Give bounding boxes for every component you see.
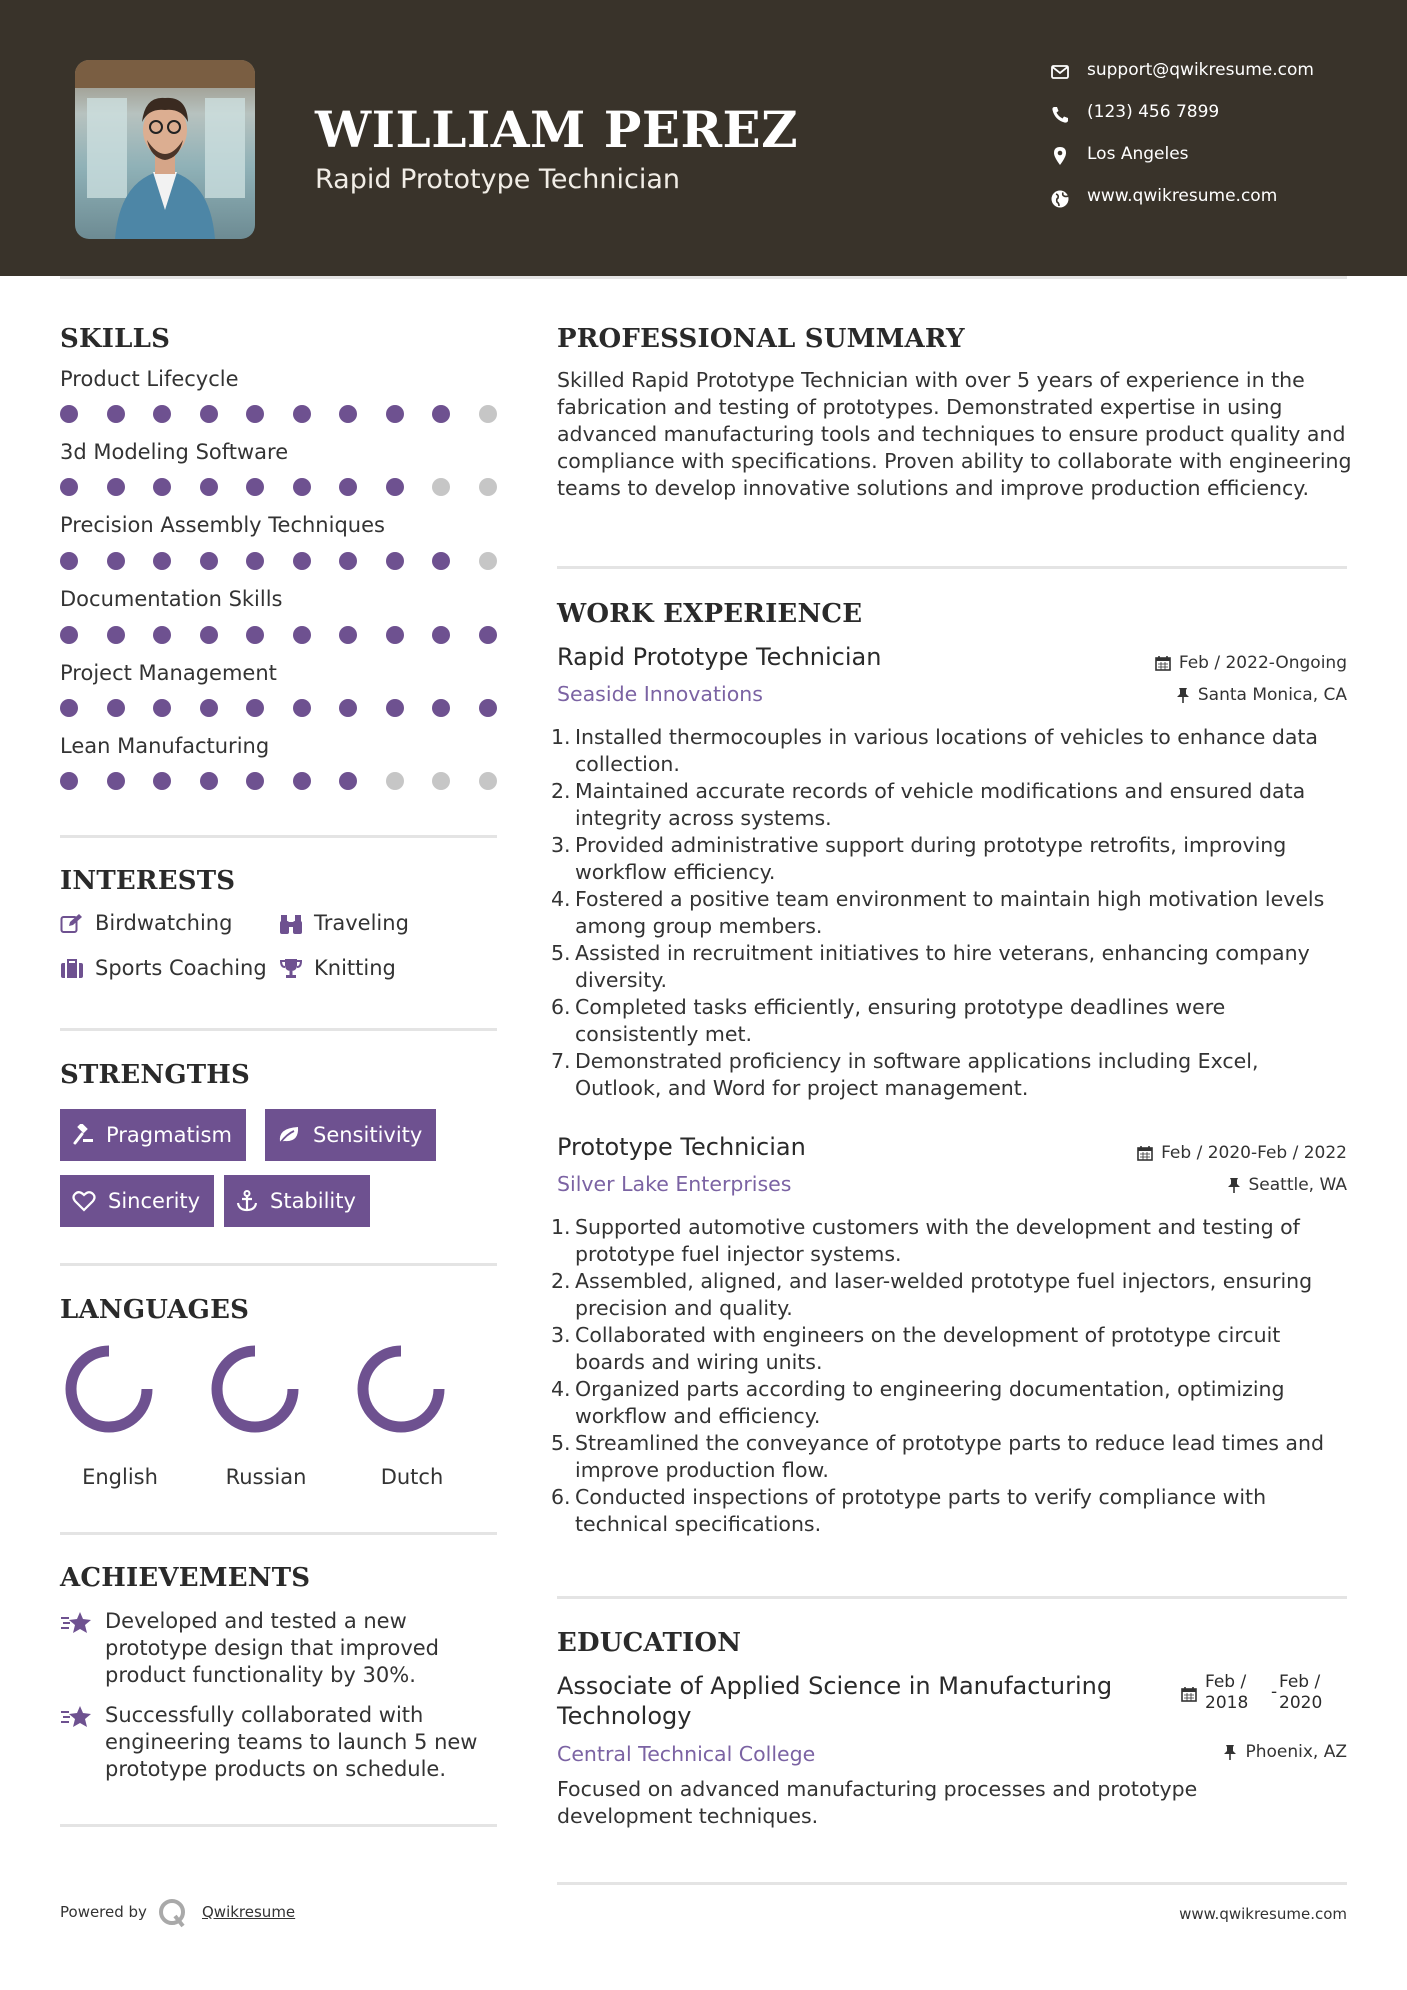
rating-dot-filled bbox=[60, 478, 78, 496]
candidate-name: WILLIAM PEREZ bbox=[315, 100, 799, 159]
summary-text: Skilled Rapid Prototype Technician with over 5 years of experience in the fabrication and testing of prototypes. Demonstrated expertise in using advanced manufacturing tools and techniques to ensure product quality and compliance with specifications. Proven ability to collaborate with engineering teams to develop innovative solutions and improve production efficiency. bbox=[557, 368, 1352, 500]
job-date-text: Feb / 2022-Ongoing bbox=[1178, 653, 1347, 673]
gavel-icon bbox=[72, 1124, 94, 1146]
achievement-item bbox=[60, 1702, 500, 1784]
interest-label: Birdwatching bbox=[95, 911, 233, 935]
responsibility-item: Collaborated with engineers on the development of prototype circuit boards and wiring units. bbox=[575, 1323, 1281, 1374]
company-name: Seaside Innovations bbox=[557, 682, 763, 706]
strength-label: Stability bbox=[270, 1189, 356, 1213]
responsibility-item: Organized parts according to engineering documentation, optimizing workflow and efficiency. bbox=[575, 1377, 1285, 1428]
skill-rating-dots bbox=[60, 772, 502, 792]
rating-dot-filled bbox=[153, 478, 171, 496]
degree-line-1: Associate of Applied Science in Manufacturing bbox=[557, 1672, 1113, 1700]
rating-dot-filled bbox=[339, 552, 357, 570]
responsibility-item: Conducted inspections of prototype parts to verify compliance with technical specifications. bbox=[575, 1485, 1267, 1536]
section-divider bbox=[60, 835, 497, 838]
rating-dot-filled bbox=[60, 699, 78, 717]
rating-dot-filled bbox=[60, 405, 78, 423]
experience-heading: WORK EXPERIENCE bbox=[557, 599, 863, 629]
education-date bbox=[1181, 1672, 1351, 1716]
skill-label: Lean Manufacturing bbox=[60, 734, 270, 758]
section-divider bbox=[557, 566, 1347, 569]
skill-label: Project Management bbox=[60, 661, 277, 685]
rating-dot-filled bbox=[153, 626, 171, 644]
interest-label: Sports Coaching bbox=[95, 956, 267, 980]
job-date bbox=[1155, 653, 1347, 673]
rating-dot-filled bbox=[293, 478, 311, 496]
job-location-text: Santa Monica, CA bbox=[1197, 685, 1347, 705]
rating-dot-filled bbox=[479, 699, 497, 717]
section-divider bbox=[60, 1532, 497, 1535]
calendar-icon bbox=[1137, 1145, 1153, 1161]
rating-dot-filled bbox=[60, 772, 78, 790]
strengths-heading: STRENGTHS bbox=[60, 1060, 251, 1090]
candidate-title: Rapid Prototype Technician bbox=[315, 164, 681, 195]
rating-dot-filled bbox=[432, 405, 450, 423]
responsibility-item: Assisted in recruitment initiatives to hire veterans, enhancing company diversity. bbox=[575, 941, 1310, 992]
powered-by-label: Powered by bbox=[60, 1903, 147, 1921]
strength-tag bbox=[265, 1109, 436, 1161]
strength-label: Sensitivity bbox=[313, 1123, 423, 1147]
rating-dot-filled bbox=[200, 699, 218, 717]
rating-dot-filled bbox=[339, 772, 357, 790]
interest-item bbox=[60, 911, 260, 939]
strength-tag bbox=[60, 1109, 246, 1161]
responsibility-item: Demonstrated proficiency in software applications including Excel, Outlook, and Word for project management. bbox=[575, 1049, 1259, 1100]
rating-dot-filled bbox=[339, 478, 357, 496]
edu-date-end-1: Feb / bbox=[1279, 1672, 1321, 1692]
job-date bbox=[1137, 1143, 1347, 1163]
skills-heading: SKILLS bbox=[60, 324, 171, 354]
rating-dot-filled bbox=[200, 478, 218, 496]
interest-item bbox=[279, 911, 449, 939]
education-heading: EDUCATION bbox=[557, 1628, 742, 1658]
rating-dot-filled bbox=[339, 405, 357, 423]
language-label: English bbox=[82, 1465, 158, 1489]
rating-dot-filled bbox=[200, 552, 218, 570]
contact-email[interactable] bbox=[1050, 60, 1370, 84]
skill-label: Documentation Skills bbox=[60, 587, 283, 611]
skill-label: 3d Modeling Software bbox=[60, 440, 289, 464]
job-location bbox=[1176, 685, 1347, 705]
job-location bbox=[1227, 1175, 1348, 1195]
rating-dot-filled bbox=[200, 772, 218, 790]
edu-date-start-2: 2018 bbox=[1205, 1693, 1249, 1713]
language-label: Dutch bbox=[380, 1465, 444, 1489]
contact-website-text: www.qwikresume.com bbox=[1087, 186, 1278, 206]
degree-line-2: Technology bbox=[557, 1702, 692, 1730]
rating-dot-filled bbox=[60, 552, 78, 570]
rating-dot-empty bbox=[479, 552, 497, 570]
language-item bbox=[65, 1345, 175, 1495]
rating-dot-filled bbox=[107, 405, 125, 423]
star-icon bbox=[60, 1704, 94, 1730]
achievement-item bbox=[60, 1608, 500, 1690]
globe-icon bbox=[1050, 188, 1070, 210]
map-pin-icon bbox=[1050, 145, 1070, 167]
education-description: Focused on advanced manufacturing processes and prototype development techniques. bbox=[557, 1777, 1198, 1828]
contact-location bbox=[1050, 144, 1370, 168]
rating-dot-filled bbox=[246, 699, 264, 717]
section-divider bbox=[60, 1263, 497, 1266]
job-location-text: Seattle, WA bbox=[1248, 1175, 1347, 1195]
job-date-text: Feb / 2020-Feb / 2022 bbox=[1161, 1143, 1347, 1163]
trophy-icon bbox=[279, 958, 303, 980]
summary-heading: PROFESSIONAL SUMMARY bbox=[557, 324, 965, 354]
calendar-icon bbox=[1155, 655, 1171, 671]
rating-dot-filled bbox=[246, 405, 264, 423]
section-divider bbox=[557, 1596, 1347, 1599]
footer-website[interactable]: www.qwikresume.com bbox=[1179, 1905, 1347, 1923]
rating-dot-filled bbox=[386, 626, 404, 644]
briefcase-icon bbox=[60, 958, 84, 980]
language-proficiency-ring bbox=[65, 1345, 175, 1455]
achievement-text: Successfully collaborated with engineering teams to launch 5 new prototype products on schedule. bbox=[105, 1703, 478, 1781]
company-name: Silver Lake Enterprises bbox=[557, 1172, 792, 1196]
rating-dot-filled bbox=[246, 552, 264, 570]
rating-dot-filled bbox=[153, 552, 171, 570]
interest-item bbox=[60, 956, 280, 984]
rating-dot-empty bbox=[432, 478, 450, 496]
language-item bbox=[211, 1345, 321, 1495]
language-proficiency-arc bbox=[71, 1351, 147, 1427]
job-responsibilities bbox=[557, 724, 1347, 1102]
rating-dot-filled bbox=[432, 552, 450, 570]
interest-label: Knitting bbox=[314, 956, 396, 980]
phone-icon bbox=[1050, 104, 1070, 126]
edit-icon bbox=[60, 913, 84, 935]
qwikresume-link[interactable]: Qwikresume bbox=[202, 1903, 296, 1921]
job-responsibilities bbox=[557, 1214, 1347, 1538]
rating-dot-filled bbox=[246, 478, 264, 496]
contact-phone[interactable] bbox=[1050, 102, 1370, 126]
skill-rating-dots bbox=[60, 626, 502, 646]
rating-dot-filled bbox=[200, 626, 218, 644]
responsibility-item: Streamlined the conveyance of prototype parts to reduce lead times and improve production flow. bbox=[575, 1431, 1325, 1482]
strength-tag bbox=[60, 1175, 214, 1227]
section-divider bbox=[60, 1824, 497, 1827]
rating-dot-filled bbox=[432, 626, 450, 644]
rating-dot-filled bbox=[107, 699, 125, 717]
rating-dot-filled bbox=[293, 552, 311, 570]
section-divider bbox=[557, 1882, 1347, 1885]
star-icon bbox=[60, 1610, 94, 1636]
section-divider bbox=[60, 1028, 497, 1031]
achievement-text: Developed and tested a new prototype design that improved product functionality by 30%. bbox=[105, 1609, 440, 1687]
calendar-icon bbox=[1181, 1686, 1197, 1702]
skill-rating-dots bbox=[60, 552, 502, 572]
rating-dot-filled bbox=[386, 478, 404, 496]
responsibility-item: Installed thermocouples in various locations of vehicles to enhance data collection. bbox=[575, 725, 1318, 776]
skill-label: Product Lifecycle bbox=[60, 367, 239, 391]
rating-dot-filled bbox=[60, 626, 78, 644]
responsibility-item: Completed tasks efficiently, ensuring prototype deadlines were consistently met. bbox=[575, 995, 1226, 1046]
rating-dot-filled bbox=[386, 405, 404, 423]
rating-dot-filled bbox=[153, 699, 171, 717]
responsibility-item: Supported automotive customers with the development and testing of prototype fuel injector systems. bbox=[575, 1215, 1300, 1266]
education-location bbox=[1223, 1742, 1347, 1762]
rating-dot-filled bbox=[153, 772, 171, 790]
envelope-icon bbox=[1050, 61, 1070, 83]
rating-dot-filled bbox=[107, 772, 125, 790]
edu-date-start-1: Feb / bbox=[1205, 1672, 1247, 1692]
language-item bbox=[357, 1345, 467, 1495]
leaf-icon bbox=[277, 1124, 301, 1146]
rating-dot-filled bbox=[293, 405, 311, 423]
rating-dot-filled bbox=[386, 552, 404, 570]
rating-dot-filled bbox=[479, 626, 497, 644]
school-name: Central Technical College bbox=[557, 1742, 816, 1766]
contact-email-text: support@qwikresume.com bbox=[1087, 60, 1314, 80]
rating-dot-filled bbox=[293, 772, 311, 790]
skill-rating-dots bbox=[60, 405, 502, 425]
contact-phone-text: (123) 456 7899 bbox=[1087, 102, 1220, 122]
strength-label: Pragmatism bbox=[106, 1123, 232, 1147]
rating-dot-empty bbox=[479, 772, 497, 790]
rating-dot-filled bbox=[339, 626, 357, 644]
strength-label: Sincerity bbox=[108, 1189, 201, 1213]
binoculars-icon bbox=[279, 913, 303, 935]
language-label: Russian bbox=[225, 1465, 307, 1489]
interest-label: Traveling bbox=[314, 911, 409, 935]
pushpin-icon bbox=[1227, 1177, 1241, 1193]
skill-rating-dots bbox=[60, 699, 502, 719]
language-proficiency-arc bbox=[217, 1351, 293, 1427]
rating-dot-filled bbox=[153, 405, 171, 423]
resume-header bbox=[0, 0, 1407, 276]
skill-label: Precision Assembly Techniques bbox=[60, 513, 385, 537]
profile-photo bbox=[75, 60, 255, 239]
education-location-text: Phoenix, AZ bbox=[1245, 1742, 1347, 1762]
job-title: Prototype Technician bbox=[557, 1133, 806, 1161]
rating-dot-filled bbox=[107, 626, 125, 644]
rating-dot-filled bbox=[107, 552, 125, 570]
rating-dot-filled bbox=[432, 699, 450, 717]
achievements-heading: ACHIEVEMENTS bbox=[60, 1563, 311, 1593]
language-proficiency-ring bbox=[357, 1345, 467, 1455]
pushpin-icon bbox=[1176, 687, 1190, 703]
qwikresume-logo-icon[interactable] bbox=[157, 1898, 187, 1928]
job-title: Rapid Prototype Technician bbox=[557, 643, 882, 671]
interests-heading: INTERESTS bbox=[60, 866, 236, 896]
strength-tag bbox=[224, 1175, 370, 1227]
responsibility-item: Assembled, aligned, and laser-welded prototype fuel injectors, ensuring precision and quality. bbox=[575, 1269, 1313, 1320]
responsibility-item: Maintained accurate records of vehicle modifications and ensured data integrity across systems. bbox=[575, 779, 1306, 830]
header-divider bbox=[60, 276, 1347, 279]
interest-item bbox=[279, 956, 449, 984]
rating-dot-filled bbox=[246, 626, 264, 644]
rating-dot-empty bbox=[479, 405, 497, 423]
rating-dot-filled bbox=[386, 699, 404, 717]
heart-icon bbox=[72, 1190, 96, 1212]
rating-dot-empty bbox=[479, 478, 497, 496]
rating-dot-filled bbox=[293, 626, 311, 644]
rating-dot-empty bbox=[386, 772, 404, 790]
contact-location-text: Los Angeles bbox=[1087, 144, 1189, 164]
language-proficiency-arc bbox=[363, 1351, 439, 1427]
rating-dot-empty bbox=[432, 772, 450, 790]
pushpin-icon bbox=[1223, 1744, 1237, 1760]
edu-date-end-2: 2020 bbox=[1279, 1693, 1323, 1713]
responsibility-item: Provided administrative support during prototype retrofits, improving workflow efficiency. bbox=[575, 833, 1287, 884]
contact-website[interactable] bbox=[1050, 186, 1370, 210]
skill-rating-dots bbox=[60, 478, 502, 498]
languages-heading: LANGUAGES bbox=[60, 1295, 250, 1325]
anchor-icon bbox=[236, 1190, 258, 1212]
rating-dot-filled bbox=[293, 699, 311, 717]
responsibility-item: Fostered a positive team environment to maintain high motivation levels among group members. bbox=[575, 887, 1325, 938]
rating-dot-filled bbox=[246, 772, 264, 790]
rating-dot-filled bbox=[107, 478, 125, 496]
language-proficiency-ring bbox=[211, 1345, 321, 1455]
rating-dot-filled bbox=[200, 405, 218, 423]
edu-date-separator: - bbox=[1271, 1682, 1278, 1702]
rating-dot-filled bbox=[339, 699, 357, 717]
